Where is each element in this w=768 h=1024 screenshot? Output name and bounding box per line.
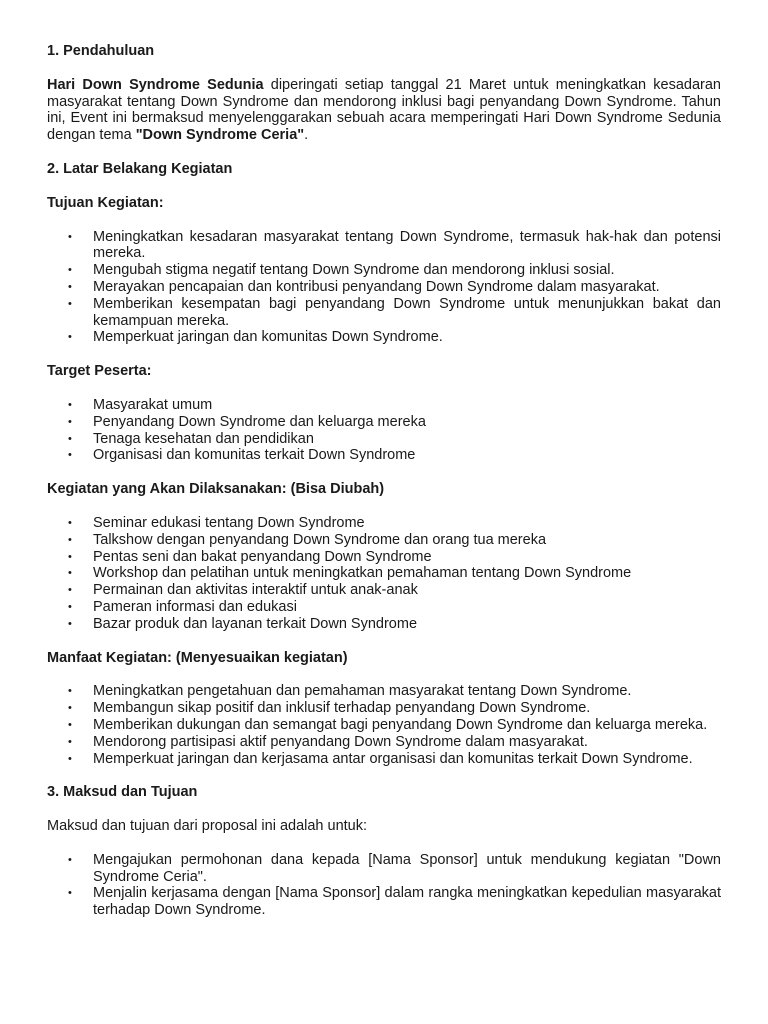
- list-item-text: Memperkuat jaringan dan kerjasama antar organisasi dan komunitas terkait Down Syndrome.: [93, 750, 693, 767]
- list-item-text: Meningkatkan kesadaran masyarakat tentang Down Syndrome, termasuk hak-hak dan potensi mereka.: [93, 228, 721, 262]
- list-item: [47, 229, 721, 263]
- section-3-intro: Maksud dan tujuan dari proposal ini adalah untuk:: [47, 818, 368, 835]
- bullet-icon: •: [68, 567, 72, 580]
- section-3-heading: 3. Maksud dan Tujuan: [47, 784, 198, 801]
- list-item: [47, 565, 721, 582]
- bullet-icon: •: [68, 584, 72, 597]
- tujuan-list: [47, 229, 721, 347]
- list-item: [47, 515, 721, 532]
- bullet-icon: •: [68, 600, 72, 613]
- list-item-text: Menjalin kerjasama dengan [Nama Sponsor] dalam rangka meningkatkan kepedulian masyarakat terhadap Down Syndrome.: [93, 885, 721, 919]
- list-item-text: Membangun sikap positif dan inklusif terhadap penyandang Down Syndrome.: [93, 700, 591, 717]
- list-item-text: Mengubah stigma negatif tentang Down Syndrome dan mendorong inklusi sosial.: [93, 262, 615, 279]
- list-item: [47, 262, 721, 279]
- list-item: [47, 683, 721, 700]
- list-item: [47, 582, 721, 599]
- intro-text-1: diperingati setiap tanggal 21 Maret untuk meningkatkan kesadaran masyarakat tentang Down Syndrome dan mendorong inklusi bagi penyandang Down Syndrome. Tahun ini, Event ini bermaksud menyelenggarakan sebuah acara memperingati Hari Down Syndrome Sedunia dengan tema: [47, 76, 721, 144]
- bullet-icon: •: [68, 432, 72, 445]
- list-item-text: Penyandang Down Syndrome dan keluarga mereka: [93, 413, 426, 430]
- bullet-icon: •: [68, 550, 72, 563]
- list-item-text: Tenaga kesehatan dan pendidikan: [93, 430, 314, 447]
- bullet-icon: •: [68, 331, 72, 344]
- list-item: [47, 532, 721, 549]
- target-list: [47, 397, 721, 464]
- list-item-text: Mengajukan permohonan dana kepada [Nama Sponsor] untuk mendukung kegiatan "Down Syndrome Ceria".: [93, 851, 721, 885]
- bullet-icon: •: [68, 398, 72, 411]
- section-2-heading: 2. Latar Belakang Kegiatan: [47, 160, 233, 177]
- list-item-text: Mendorong partisipasi aktif penyandang Down Syndrome dalam masyarakat.: [93, 733, 588, 750]
- list-item: [47, 549, 721, 566]
- list-item-text: Organisasi dan komunitas terkait Down Syndrome: [93, 447, 416, 464]
- list-item: [47, 751, 721, 768]
- bullet-icon: •: [68, 230, 72, 243]
- bullet-icon: •: [68, 516, 72, 529]
- bullet-icon: •: [68, 853, 72, 866]
- list-item: [47, 734, 721, 751]
- list-item-text: Meningkatkan pengetahuan dan pemahaman masyarakat tentang Down Syndrome.: [93, 683, 632, 700]
- maksud-list: [47, 852, 721, 919]
- bullet-icon: •: [68, 718, 72, 731]
- list-item: [47, 599, 721, 616]
- list-item: [47, 616, 721, 633]
- list-item-text: Workshop dan pelatihan untuk meningkatkan pemahaman tentang Down Syndrome: [93, 565, 632, 582]
- intro-bold-title: Hari Down Syndrome Sedunia: [47, 76, 264, 93]
- list-item-text: Memberikan kesempatan bagi penyandang Down Syndrome untuk menunjukkan bakat dan kemampuan mereka.: [93, 295, 721, 329]
- list-item: [47, 447, 721, 464]
- list-item-text: Seminar edukasi tentang Down Syndrome: [93, 514, 365, 531]
- bullet-icon: •: [68, 735, 72, 748]
- tujuan-heading: Tujuan Kegiatan:: [47, 194, 164, 211]
- bullet-icon: •: [68, 702, 72, 715]
- list-item-text: Merayakan pencapaian dan kontribusi penyandang Down Syndrome dalam masyarakat.: [93, 278, 660, 295]
- list-item-text: Memperkuat jaringan dan komunitas Down Syndrome.: [93, 329, 443, 346]
- list-item: [47, 700, 721, 717]
- document-body: [47, 43, 721, 919]
- list-item: [47, 397, 721, 414]
- bullet-icon: •: [68, 264, 72, 277]
- list-item: [47, 296, 721, 330]
- list-item-text: Bazar produk dan layanan terkait Down Syndrome: [93, 615, 418, 632]
- list-item-text: Pentas seni dan bakat penyandang Down Syndrome: [93, 548, 432, 565]
- bullet-icon: •: [68, 533, 72, 546]
- bullet-icon: •: [68, 415, 72, 428]
- manfaat-list: [47, 683, 721, 767]
- list-item: [47, 852, 721, 886]
- list-item-text: Talkshow dengan penyandang Down Syndrome dan orang tua mereka: [93, 531, 547, 548]
- list-item: [47, 279, 721, 296]
- bullet-icon: •: [68, 617, 72, 630]
- list-item: [47, 329, 721, 346]
- list-item: [47, 717, 721, 734]
- intro-paragraph: [47, 77, 721, 144]
- manfaat-heading: Manfaat Kegiatan: (Menyesuaikan kegiatan): [47, 649, 348, 666]
- bullet-icon: •: [68, 685, 72, 698]
- bullet-icon: •: [68, 280, 72, 293]
- bullet-icon: •: [68, 887, 72, 900]
- list-item-text: Memberikan dukungan dan semangat bagi penyandang Down Syndrome dan keluarga mereka.: [93, 716, 708, 733]
- target-heading: Target Peserta:: [47, 363, 152, 380]
- list-item-text: Pameran informasi dan edukasi: [93, 598, 297, 615]
- bullet-icon: •: [68, 449, 72, 462]
- section-1-heading: 1. Pendahuluan: [47, 43, 155, 59]
- kegiatan-heading: Kegiatan yang Akan Dilaksanakan: (Bisa Diubah): [47, 481, 385, 498]
- list-item: [47, 885, 721, 919]
- list-item-text: Masyarakat umum: [93, 396, 213, 413]
- bullet-icon: •: [68, 752, 72, 765]
- list-item: [47, 431, 721, 448]
- kegiatan-list: [47, 515, 721, 633]
- list-item: [47, 414, 721, 431]
- intro-bold-theme: "Down Syndrome Ceria": [135, 127, 305, 144]
- intro-text-2: .: [304, 127, 309, 144]
- list-item-text: Permainan dan aktivitas interaktif untuk anak-anak: [93, 582, 418, 599]
- bullet-icon: •: [68, 297, 72, 310]
